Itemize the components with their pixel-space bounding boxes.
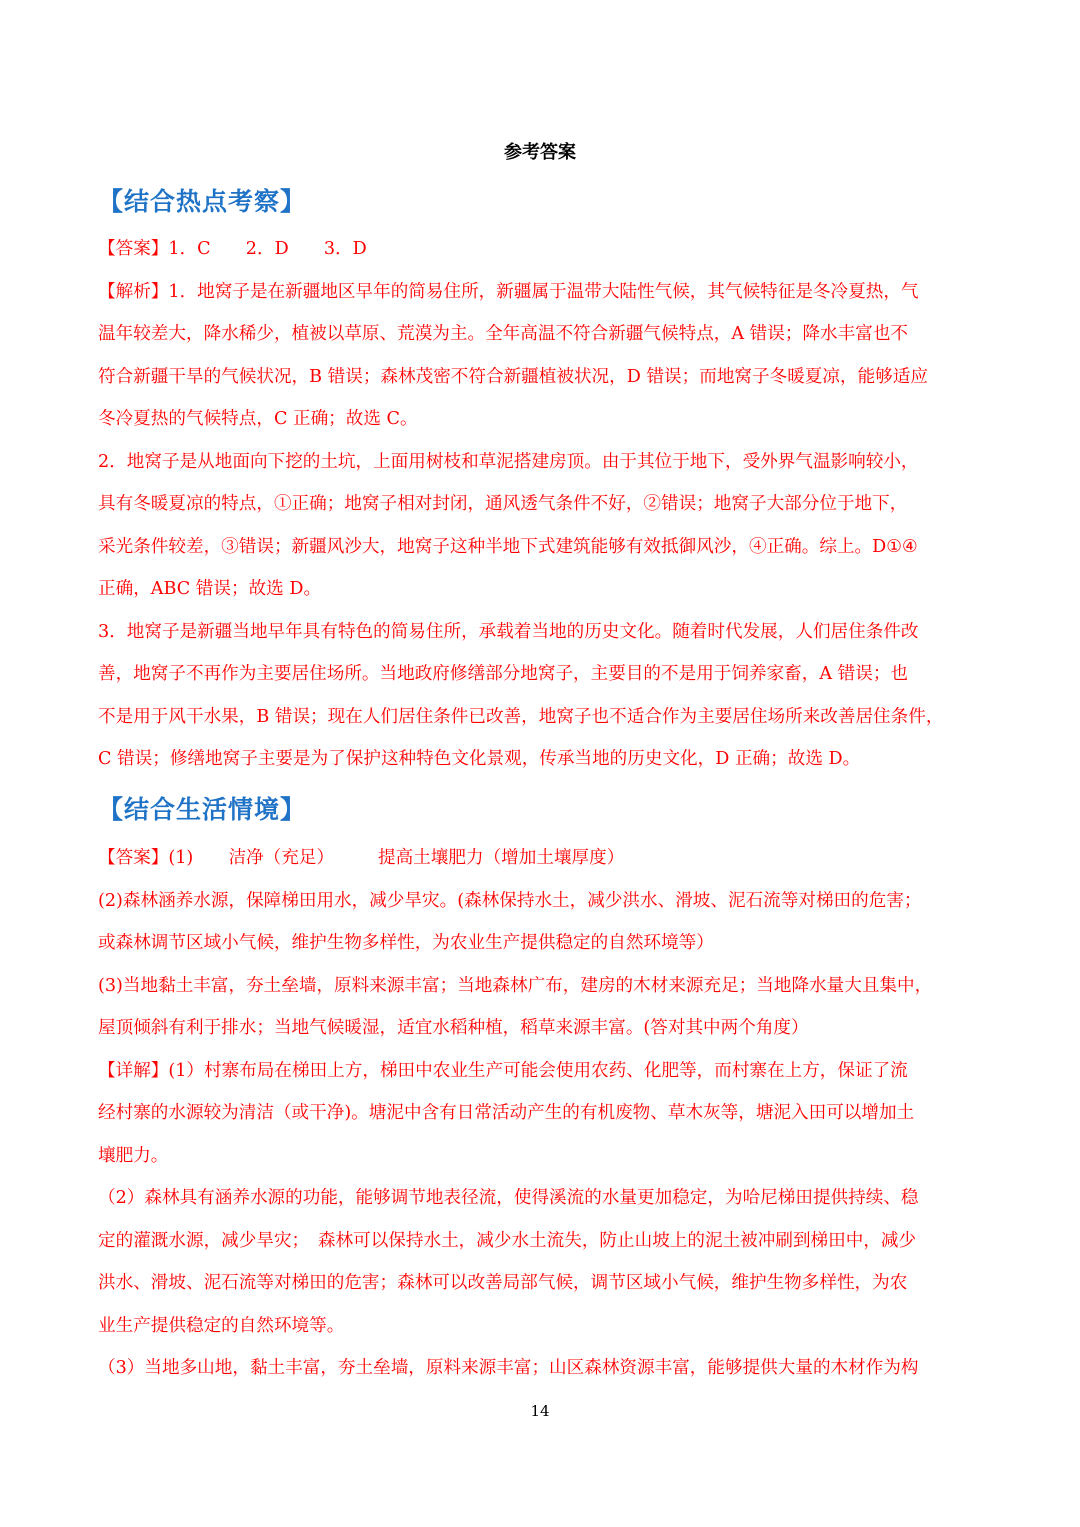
answer-detail-line: 或森林调节区域小气候，维护生物多样性，为农业生产提供稳定的自然环境等） [98, 933, 714, 953]
section-heading-hotspot: 【结合热点考察】 [98, 187, 307, 216]
answer-line: 【答案】(1) 洁净（充足） 提高土壤肥力（增加土壤厚度） [98, 848, 625, 868]
analysis-line: 具有冬暖夏凉的特点，①正确；地窝子相对封闭，通风透气条件不好，②错误；地窝子大部分位于地下， [98, 494, 908, 514]
analysis-line: 符合新疆干旱的气候状况，B 错误；森林茂密不符合新疆植被状况，D 错误；而地窝子冬暖夏凉，能够适应 [98, 367, 928, 387]
analysis-line: 【解析】1．地窝子是在新疆地区早年的简易住所，新疆属于温带大陆性气候，其气候特征是冬冷夏热，气 [98, 282, 919, 302]
analysis-line: C 错误；修缮地窝子主要是为了保护这种特色文化景观，传承当地的历史文化，D 正确；故选 D。 [98, 749, 861, 769]
answer-detail-line: 定的灌溉水源，减少旱灾； 森林可以保持水土，减少水土流失，防止山坡上的泥土被冲刷到梯田中，减少 [98, 1231, 917, 1251]
analysis-line: 正确，ABC 错误；故选 D。 [98, 579, 322, 599]
answer-detail-line: （3）当地多山地，黏土丰富，夯土垒墙，原料来源丰富；山区森林资源丰富，能够提供大量的木材作为构 [98, 1358, 919, 1378]
answer-detail-line: 壤肥力。 [98, 1146, 169, 1166]
analysis-line: 温年较差大，降水稀少，植被以草原、荒漠为主。全年高温不符合新疆气候特点，A 错误；降水丰富也不 [98, 324, 909, 344]
answer-detail-line: 洪水、滑坡、泥石流等对梯田的危害；森林可以改善局部气候，调节区域小气候，维护生物多样性，为农 [98, 1273, 908, 1293]
section-heading-life: 【结合生活情境】 [98, 795, 307, 824]
analysis-line: 不是用于风干水果，B 错误；现在人们居住条件已改善，地窝子也不适合作为主要居住场所来改善居住条件， [98, 707, 944, 727]
analysis-line: 采光条件较差，③错误；新疆风沙大，地窝子这种半地下式建筑能够有效抵御风沙，④正确。综上。D①④ [98, 537, 918, 557]
answer-detail-line: (3)当地黏土丰富，夯土垒墙，原料来源丰富；当地森林广布，建房的木材来源充足；当地降水量大且集中， [98, 976, 933, 996]
analysis-line: 冬冷夏热的气候特点，C 正确；故选 C。 [98, 409, 418, 429]
answer-detail-line: (2)森林涵养水源，保障梯田用水，减少旱灾。(森林保持水土，减少洪水、滑坡、泥石流等对梯田的危害； [98, 891, 922, 911]
answer-detail-line: （2）森林具有涵养水源的功能，能够调节地表径流，使得溪流的水量更加稳定，为哈尼梯田提供持续、稳 [98, 1188, 919, 1208]
answer-detail-line: 【详解】(1）村寨布局在梯田上方，梯田中农业生产可能会使用农药、化肥等，而村寨在上方，保证了流 [98, 1061, 908, 1081]
analysis-line: 3．地窝子是新疆当地早年具有特色的简易住所，承载着当地的历史文化。随着时代发展，人们居住条件改 [98, 622, 919, 642]
analysis-line: 善，地窝子不再作为主要居住场所。当地政府修缮部分地窝子，主要目的不是用于饲养家畜，A 错误；也 [98, 664, 909, 684]
page-title: 参考答案 [504, 142, 576, 163]
analysis-line: 2．地窝子是从地面向下挖的土坑，上面用树枝和草泥搭建房顶。由于其位于地下，受外界气温影响较小， [98, 452, 919, 472]
answer-detail-line: 经村寨的水源较为清洁（或干净)。塘泥中含有日常活动产生的有机废物、草木灰等，塘泥入田可以增加土 [98, 1103, 915, 1123]
page-number: 14 [530, 1402, 550, 1420]
answer-detail-line: 屋顶倾斜有利于排水；当地气候暖湿，适宜水稻种植，稻草来源丰富。(答对其中两个角度） [98, 1018, 809, 1038]
answer-detail-line: 业生产提供稳定的自然环境等。 [98, 1316, 345, 1336]
answer-line: 【答案】1．C 2．D 3．D [98, 239, 367, 259]
